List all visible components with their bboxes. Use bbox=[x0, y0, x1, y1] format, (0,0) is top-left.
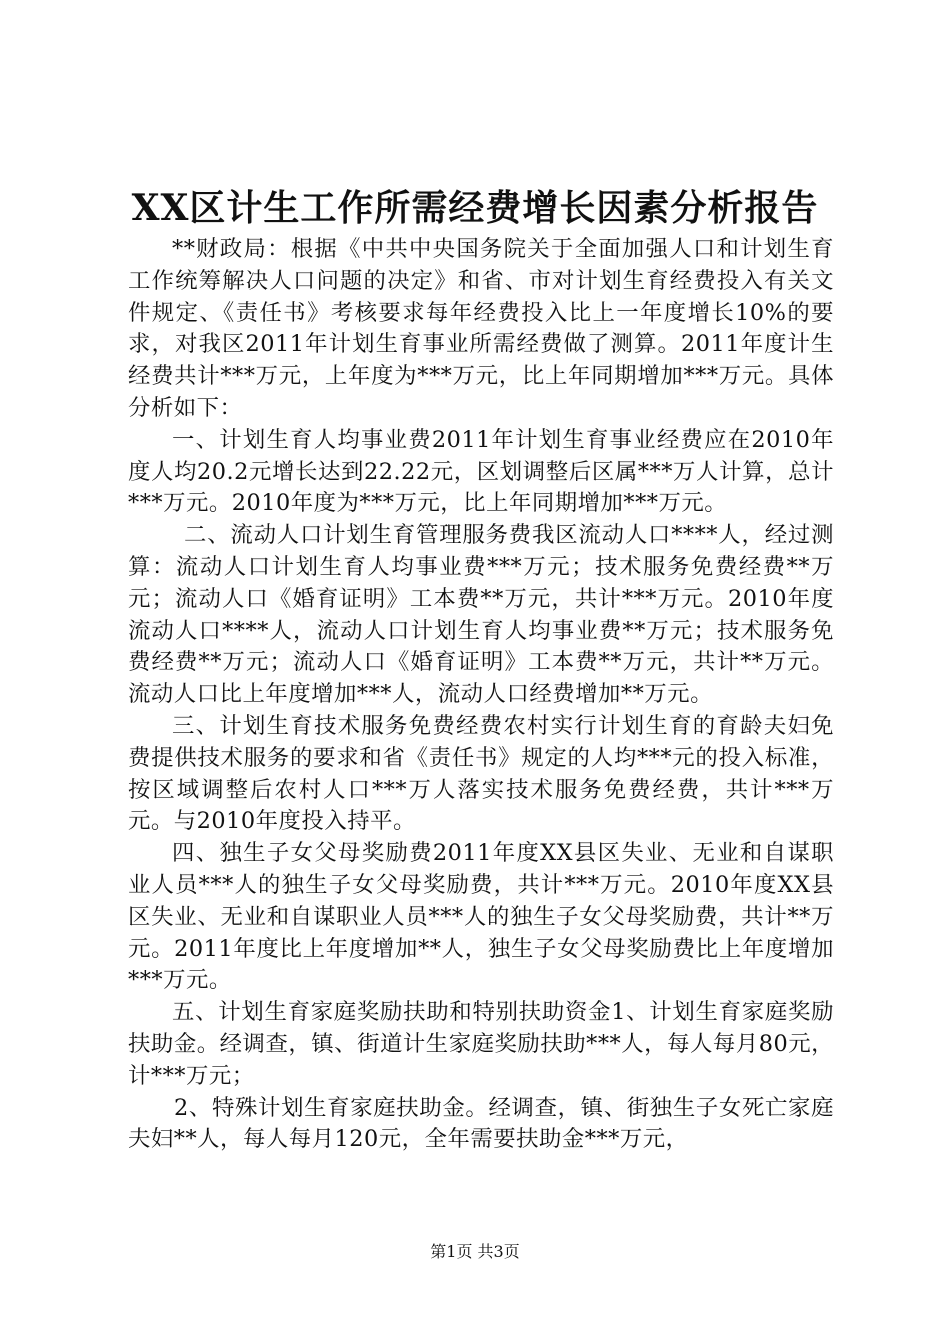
page-number-footer: 第1页 共3页 bbox=[430, 1242, 520, 1261]
paragraph-section-2: 二、流动人口计划生育管理服务费我区流动人口****人，经过测算：流动人口计划生育人均事业费***万元；技术服务免费经费**万元；流动人口《婚育证明》工本费**万元，共计***万元。2010年度流动人口****人，流动人口计划生育人均事业费**万元；技术服务免费经费**万元；流动人口《婚育证明》工本费**万元，共计**万元。流动人口比上年度增加***人，流动人口经费增加**万元。 bbox=[128, 522, 834, 708]
paragraph-section-5: 五、计划生育家庭奖励扶助和特别扶助资金1、计划生育家庭奖励扶助金。经调查，镇、街道计生家庭奖励扶助***人，每人每月80元，计***万元； bbox=[128, 999, 834, 1089]
paragraph-section-3: 三、计划生育技术服务免费经费农村实行计划生育的育龄夫妇免费提供技术服务的要求和省《责任书》规定的人均***元的投入标准，按区域调整后农村人口***万人落实技术服务免费经费，共计***万元。与2010年度投入持平。 bbox=[128, 712, 834, 835]
paragraph-section-4: 四、独生子女父母奖励费2011年度XX县区失业、无业和自谋职业人员***人的独生子女父母奖励费，共计***万元。2010年度XX县区失业、无业和自谋职业人员***人的独生子女父母奖励费，共计**万元。2011年度比上年度增加**人，独生子女父母奖励费比上年度增加***万元。 bbox=[128, 840, 834, 994]
paragraph-intro: **财政局：根据《中共中央国务院关于全面加强人口和计划生育工作统筹解决人口问题的决定》和省、市对计划生育经费投入有关文件规定、《责任书》考核要求每年经费投入比上一年度增长10%的要求，对我区2011年计划生育事业所需经费做了测算。2011年度计生经费共计***万元，上年度为***万元，比上年同期增加***万元。具体分析如下： bbox=[128, 236, 834, 421]
paragraph-section-1: 一、计划生育人均事业费2011年计划生育事业经费应在2010年度人均20.2元增长达到22.22元，区划调整后区属***万人计算，总计***万元。2010年度为***万元，比上年同期增加***万元。 bbox=[128, 426, 834, 517]
paragraph-section-5-item-2: 2、特殊计划生育家庭扶助金。经调查，镇、街独生子女死亡家庭夫妇**人，每人每月120元，全年需要扶助金***万元， bbox=[128, 1094, 834, 1153]
document-body bbox=[128, 234, 834, 1156]
document-title: XX区计生工作所需经费增长因素分析报告 bbox=[131, 187, 819, 229]
